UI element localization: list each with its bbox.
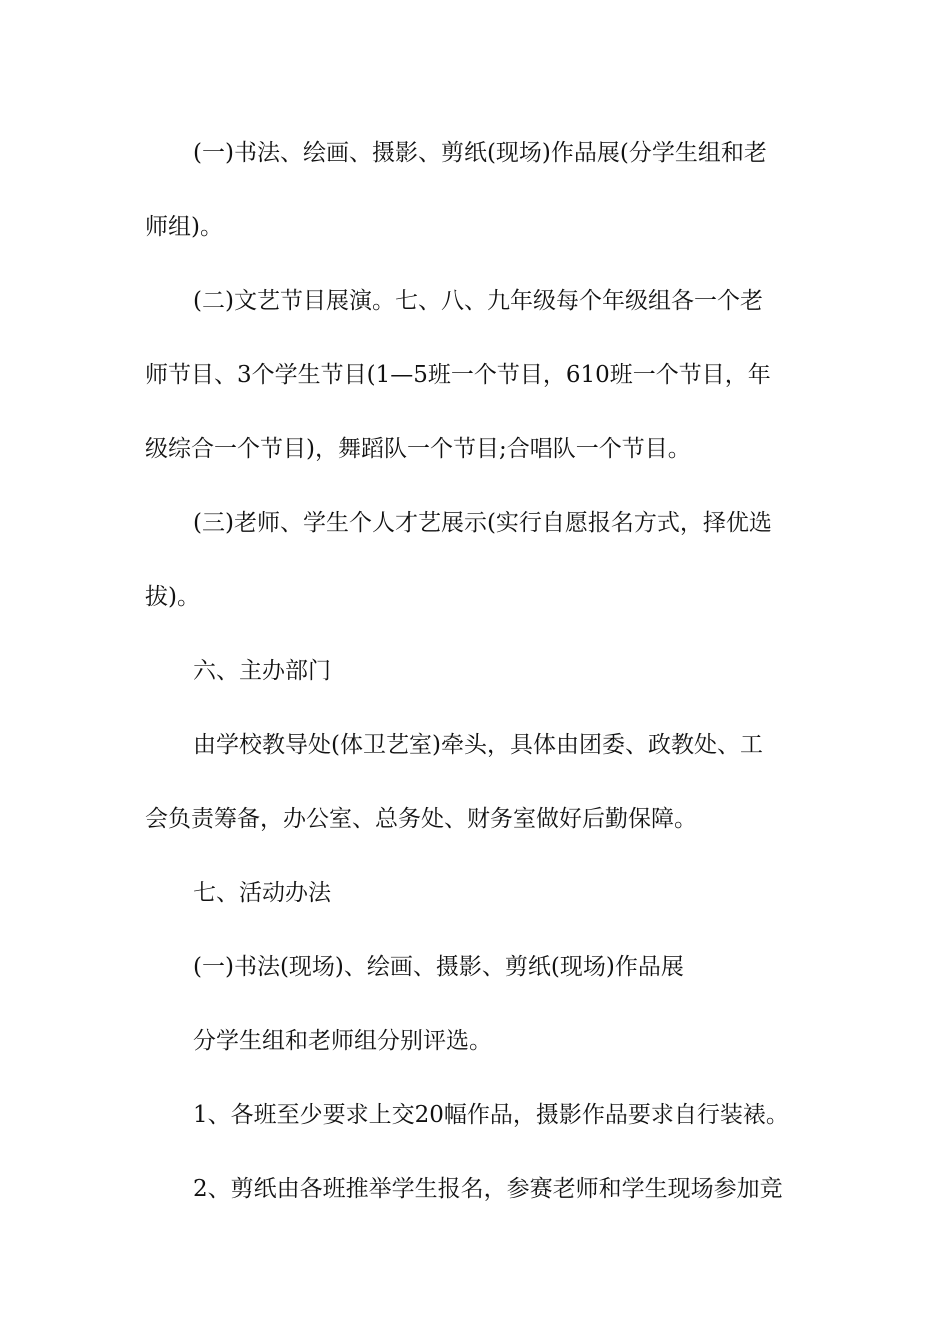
paragraph-line: 拔)。 bbox=[145, 584, 200, 610]
paragraph-line: 会负责筹备，办公室、总务处、财务室做好后勤保障。 bbox=[145, 806, 697, 832]
paragraph-line: 由学校教导处(体卫艺室)牵头，具体由团委、政教处、工 bbox=[193, 732, 763, 758]
paragraph-line: (二)文艺节目展演。七、八、九年级每个年级组各一个老 bbox=[193, 288, 763, 314]
paragraph-line: 分学生组和老师组分别评选。 bbox=[193, 1028, 492, 1054]
paragraph-line: 师组)。 bbox=[145, 214, 223, 240]
paragraph-line: (一)书法、绘画、摄影、剪纸(现场)作品展(分学生组和老 bbox=[193, 140, 767, 166]
paragraph-line: 师节目、3个学生节目(1—5班一个节目，610班一个节目，年 bbox=[145, 362, 771, 388]
paragraph-line: 级综合一个节目)，舞蹈队一个节目;合唱队一个节目。 bbox=[145, 436, 691, 462]
subsection-heading: (一)书法(现场)、绘画、摄影、剪纸(现场)作品展 bbox=[193, 954, 684, 980]
paragraph-line: (三)老师、学生个人才艺展示(实行自愿报名方式，择优选 bbox=[193, 510, 772, 536]
section-heading: 六、主办部门 bbox=[193, 658, 331, 684]
section-heading: 七、活动办法 bbox=[193, 880, 331, 906]
list-item: 1、各班至少要求上交20幅作品，摄影作品要求自行装裱。 bbox=[193, 1102, 789, 1128]
list-item: 2、剪纸由各班推举学生报名，参赛老师和学生现场参加竞 bbox=[193, 1176, 783, 1202]
